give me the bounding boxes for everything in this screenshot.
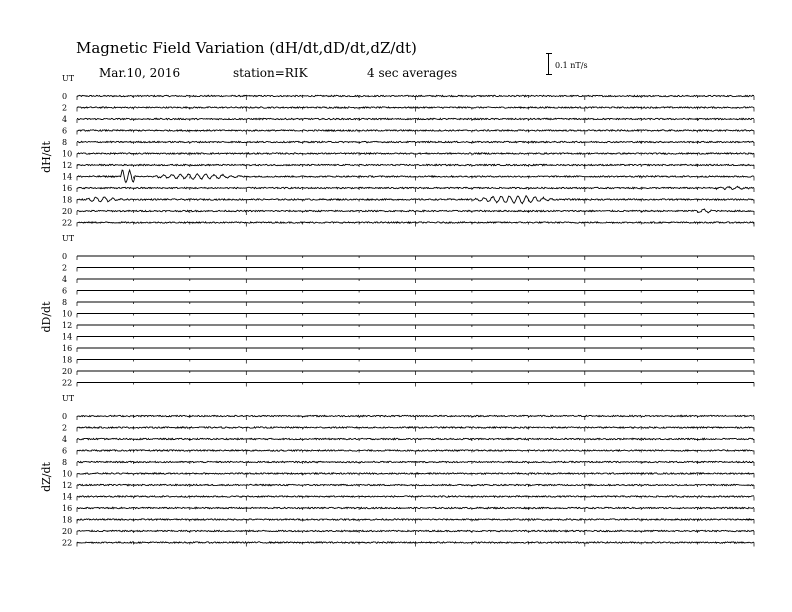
hour-label-6: 6 (62, 286, 68, 296)
row-ticks (77, 314, 754, 318)
row-ticks (77, 291, 754, 295)
panel-ylabel-1: dH/dt (40, 141, 53, 173)
hour-label-12: 12 (62, 481, 73, 490)
hour-label-16: 16 (62, 344, 73, 353)
trace-dZdt-16 (77, 507, 754, 508)
hour-label-0: 0 (62, 252, 68, 261)
hour-label-10: 10 (62, 469, 73, 479)
row-ticks (77, 360, 754, 364)
row-ticks (77, 119, 754, 123)
hour-label-22: 22 (62, 538, 73, 548)
row-ticks (77, 256, 754, 260)
row-ticks (77, 383, 754, 387)
hour-label-8: 8 (62, 298, 68, 307)
row-ticks (77, 325, 754, 329)
hour-label-4: 4 (62, 275, 68, 284)
ut-label: UT (62, 74, 75, 83)
hour-label-14: 14 (62, 332, 73, 342)
hour-label-22: 22 (62, 218, 73, 228)
row-ticks (77, 371, 754, 375)
hour-label-2: 2 (62, 103, 68, 113)
hour-label-14: 14 (62, 492, 73, 502)
hour-label-18: 18 (62, 355, 73, 365)
hour-label-2: 2 (62, 263, 68, 273)
hour-label-18: 18 (62, 195, 73, 205)
row-ticks (77, 268, 754, 272)
trace-dHdt-14 (77, 170, 754, 182)
row-ticks (77, 337, 754, 341)
panel-ylabel-3: dZ/dt (40, 462, 53, 492)
hour-label-10: 10 (62, 309, 73, 319)
row-ticks (77, 348, 754, 352)
trace-dZdt-12 (77, 484, 754, 485)
hour-label-16: 16 (62, 184, 73, 193)
hour-label-14: 14 (62, 172, 73, 182)
row-ticks (77, 108, 754, 112)
row-ticks (77, 302, 754, 306)
ut-label: UT (62, 234, 75, 243)
date-label: Mar.10, 2016 (99, 66, 181, 80)
hour-label-10: 10 (62, 149, 73, 159)
row-ticks (77, 279, 754, 283)
hour-label-20: 20 (62, 367, 73, 376)
trace-dHdt-12 (77, 164, 754, 165)
hour-label-0: 0 (62, 412, 68, 421)
trace-dZdt-20 (77, 530, 754, 531)
averaging-label: 4 sec averages (367, 66, 458, 80)
hour-label-0: 0 (62, 92, 68, 101)
trace-dZdt-10 (77, 473, 754, 474)
hour-label-16: 16 (62, 504, 73, 513)
hour-label-6: 6 (62, 446, 68, 456)
scale-label: 0.1 nT/s (555, 61, 588, 70)
hour-label-4: 4 (62, 115, 68, 124)
hour-label-12: 12 (62, 321, 73, 330)
trace-dZdt-6 (77, 450, 754, 451)
hour-label-22: 22 (62, 378, 73, 388)
hour-label-20: 20 (62, 527, 73, 536)
hour-label-12: 12 (62, 161, 73, 170)
trace-dHdt-10 (77, 153, 754, 154)
panel-ylabel-2: dD/dt (40, 301, 53, 333)
hour-label-8: 8 (62, 138, 68, 147)
hour-label-8: 8 (62, 458, 68, 467)
hour-label-2: 2 (62, 423, 68, 433)
hour-label-20: 20 (62, 207, 73, 216)
trace-dHdt-8 (77, 141, 754, 142)
station-label: station=RIK (233, 66, 308, 80)
hour-label-6: 6 (62, 126, 68, 136)
chart-title: Magnetic Field Variation (dH/dt,dD/dt,dZ/dt) (76, 39, 417, 57)
ut-label: UT (62, 394, 75, 403)
trace-dHdt-0 (77, 95, 754, 96)
hour-label-18: 18 (62, 515, 73, 525)
hour-label-4: 4 (62, 435, 68, 444)
